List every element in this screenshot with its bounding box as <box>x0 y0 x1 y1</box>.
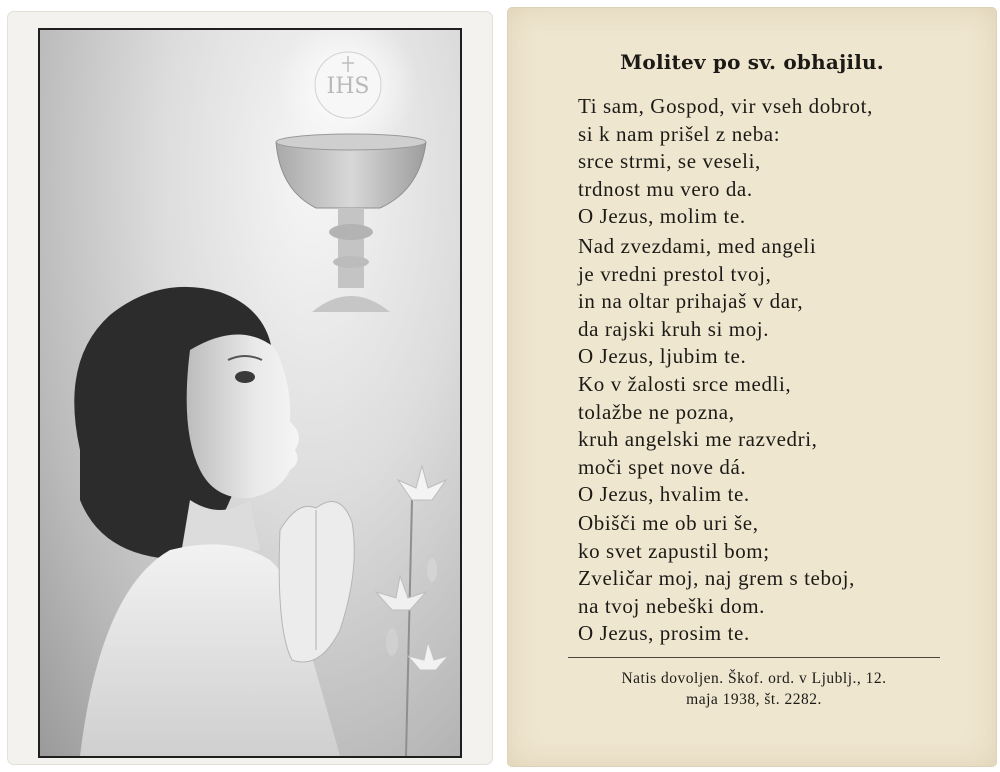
divider-rule <box>568 657 940 658</box>
verse-refrain: O Jezus, prosim te. <box>578 621 750 645</box>
stanza-3 <box>578 371 978 509</box>
verse-line: ko svet zapustil bom; <box>578 538 770 563</box>
verse-refrain: O Jezus, hvalim te. <box>578 482 750 506</box>
verse-line: si k nam prišel z neba: <box>578 121 781 146</box>
face <box>187 334 299 498</box>
verse-line: Ko v žalosti srce medli, <box>578 372 792 396</box>
verse-line: Obišči me ob uri še, <box>578 511 759 535</box>
imprimatur-line-1: Natis dovoljen. Škof. ord. v Ljublj., 12. <box>621 670 887 687</box>
stanza-2 <box>578 233 978 371</box>
lily-flowers <box>376 466 448 756</box>
prayer-title: Molitev po sv. obhajilu. <box>620 50 884 74</box>
picture-frame <box>38 28 462 758</box>
imprimatur-note <box>548 668 960 710</box>
verse-line: srce strmi, se veseli, <box>578 149 761 173</box>
verse-refrain: O Jezus, ljubim te. <box>578 344 747 368</box>
stanza-1 <box>578 93 978 231</box>
verse-line: moči spet nove dá. <box>578 454 747 479</box>
devotional-picture <box>40 30 460 756</box>
verse-line: trdnost mu vero da. <box>578 176 753 201</box>
imprimatur-line-2: maja 1938, št. 2282. <box>686 691 822 708</box>
verse-line: tolažbe ne pozna, <box>578 399 735 424</box>
verse-line: je vredni prestol tvoj, <box>578 261 772 286</box>
verse-line: da rajski kruh si moj. <box>578 316 770 341</box>
praying-hands <box>279 502 354 662</box>
eye <box>235 371 255 383</box>
verse-line: in na oltar prihajaš v dar, <box>578 289 804 313</box>
verse-line: Zveličar moj, naj grem s teboj, <box>578 566 855 590</box>
holy-card-back <box>508 8 996 766</box>
stanza-4 <box>578 510 978 648</box>
verse-refrain: O Jezus, molim te. <box>578 204 746 228</box>
prayer-text <box>508 8 996 766</box>
host-inscription: IHS <box>326 74 370 99</box>
verse-line: Ti sam, Gospod, vir vseh dobrot, <box>578 94 873 118</box>
holy-card-front <box>8 12 492 764</box>
verse-line: kruh angelski me razvedri, <box>578 427 818 451</box>
praying-child-illustration <box>40 30 460 756</box>
verse-line: na tvoj nebeški dom. <box>578 593 765 618</box>
chalice-icon <box>276 134 426 312</box>
verse-line: Nad zvezdami, med angeli <box>578 234 817 258</box>
